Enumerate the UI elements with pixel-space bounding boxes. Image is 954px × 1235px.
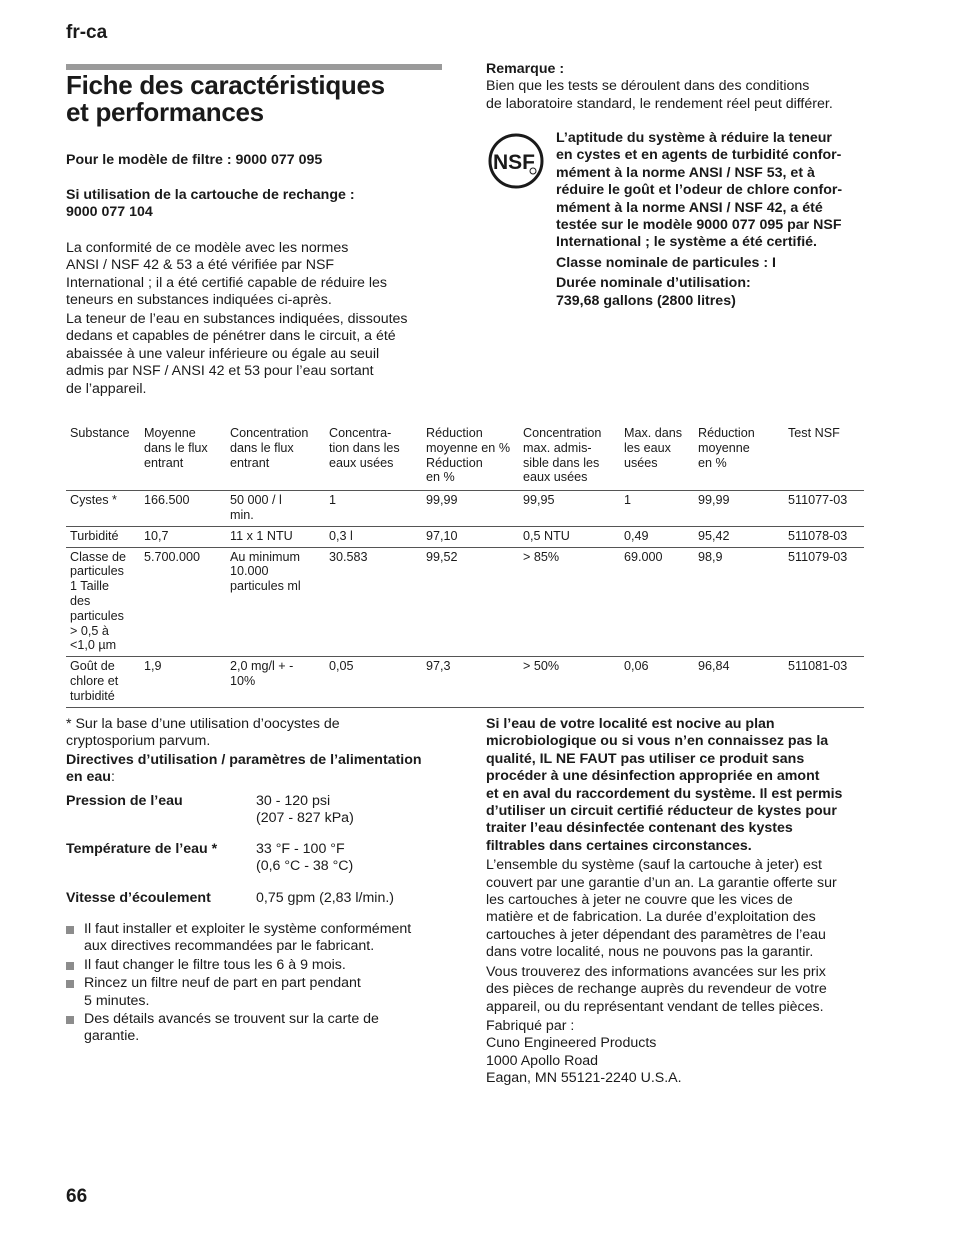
cell-line: Goût de <box>70 659 115 674</box>
footnote <box>66 716 446 751</box>
text-line: mément à la norme ANSI / NSF 42, a été <box>556 199 823 216</box>
cell-line: 5.700.000 <box>144 549 201 564</box>
text-line: International ; il a été certifié capable de réduire les <box>66 274 387 291</box>
text-line: 0,75 gpm (2,83 l/min.) <box>256 890 394 906</box>
text-line: dedans et capables de pénétrer dans le circuit, a été <box>66 328 396 345</box>
table-cell <box>519 547 620 657</box>
filter-model-label: Pour le modèle de filtre : 9000 077 095 <box>66 152 323 168</box>
text-line: procéder à une désinfection appropriée en amont <box>486 768 820 785</box>
text-line: Eagan, MN 55121-2240 U.S.A. <box>486 1070 682 1087</box>
cell-line: dans le flux <box>230 440 294 455</box>
table-row <box>66 547 864 657</box>
table-cell <box>422 526 519 547</box>
text-line: ANSI / NSF 42 & 53 a été vérifiée par NSF <box>66 257 335 274</box>
cell-line: <1,0 µm <box>70 638 117 653</box>
list-item <box>66 921 446 956</box>
text-line: cryptosporium parvum. <box>66 733 211 750</box>
cell-line: 1,9 <box>144 659 162 674</box>
table-header-row <box>66 424 864 491</box>
cell-line: 96,84 <box>698 659 730 674</box>
text-line: (0,6 °C - 38 °C) <box>256 858 354 875</box>
cell-line: 511078-03 <box>788 528 848 543</box>
table-cell <box>66 657 140 707</box>
cell-line: Réduction <box>698 426 755 440</box>
text-line: mément à la norme ANSI / NSF 53, et à <box>556 164 815 181</box>
bullet-square-icon <box>66 962 74 970</box>
warranty-paragraph <box>486 857 866 961</box>
bullet-square-icon <box>66 1016 74 1024</box>
nsf-logo-icon <box>488 133 544 189</box>
table-cell <box>784 491 864 527</box>
nsf-certification: L’aptitude du système à réduire la teneur en cystes et en agents de turbidité confor- mément à la norme ANSI / NSF 53, et à réduire le goût et l’odeur de chlore confor- mément à la norme ANSI / NSF 42, a été testée sur le modèle 9000 077 095 par NSF International ; le système a été certifié. Classe nominale de particules : I Durée nominale d’utilisation: 739,68 gallons (2800 litres) <box>556 130 866 310</box>
table-cell <box>226 547 325 657</box>
text-line: matière et de fabrication. La durée d’exploitation des <box>486 909 816 926</box>
cell-line: 2,0 mg/l + - <box>230 659 294 674</box>
table-cell <box>140 491 226 527</box>
list-item <box>66 975 446 1010</box>
text-line: L’aptitude du système à réduire la teneur <box>556 130 832 146</box>
cell-line: aux directives recommandées par le fabricant. <box>84 938 375 955</box>
cell-line: Substance <box>70 426 130 440</box>
cell-line: 11 x 1 NTU <box>230 528 293 543</box>
text-line: abaissée à une valeur inférieure ou égale au seuil <box>66 345 380 362</box>
performance-table <box>66 424 864 708</box>
text-line: testée sur le modèle 9000 077 095 par NSF <box>556 217 842 234</box>
text-line: d’utiliser un circuit certifié réducteur de kystes pour <box>486 803 837 820</box>
text-line: (207 - 827 kPa) <box>256 810 354 827</box>
cell-line: > 0,5 à <box>70 623 109 638</box>
warning-block <box>486 716 866 1088</box>
cell-line: entrant <box>230 455 270 470</box>
table-row <box>66 526 864 547</box>
table-cell <box>325 491 422 527</box>
cell-line: 97,10 <box>426 528 458 543</box>
table-cell <box>694 547 784 657</box>
cell-line: > 50% <box>523 659 560 674</box>
cell-line: 10% <box>230 673 256 688</box>
cell-line: 0,49 <box>624 528 649 543</box>
table-cell <box>422 547 519 657</box>
table-cell <box>620 491 694 527</box>
table-cell <box>694 657 784 707</box>
cell-line: usées <box>624 455 658 470</box>
cell-line: min. <box>230 507 254 522</box>
text-line: teneurs en substances indiquées ci-après. <box>66 292 332 309</box>
column-header <box>140 424 226 491</box>
table-cell <box>66 547 140 657</box>
usage-bullets <box>66 921 446 1047</box>
text-line: admis par NSF / ANSI 42 et 53 pour l’eau sortant <box>66 363 374 380</box>
text-line: Bien que les tests se déroulent dans des conditions <box>486 78 810 95</box>
conformity-paragraph <box>66 240 446 310</box>
cell-line: Réduction <box>426 455 483 470</box>
cell-line: Réduction <box>426 426 483 440</box>
table-cell <box>422 657 519 707</box>
column-header <box>620 424 694 491</box>
cell-line: 511079-03 <box>788 549 848 564</box>
cell-line: max. admis- <box>523 440 592 455</box>
cell-line: Test NSF <box>788 426 840 440</box>
cell-line: 1 Taille <box>70 579 109 594</box>
table-cell <box>620 526 694 547</box>
text-line: Fabriqué par : <box>486 1017 575 1034</box>
text-line: L’ensemble du système (sauf la cartouche à jeter) est <box>486 857 822 874</box>
cell-line: 0,5 NTU <box>523 528 570 543</box>
bullet-square-icon <box>66 926 74 934</box>
text-line: de l’appareil. <box>66 380 147 397</box>
table-cell <box>140 526 226 547</box>
cell-line: 99,99 <box>698 493 730 508</box>
cell-line: Des détails avancés se trouvent sur la carte de <box>84 1011 379 1028</box>
table-cell <box>620 547 694 657</box>
text-line: dans votre localité, nous ne pouvons pas la garantir. <box>486 944 814 961</box>
table-cell <box>694 526 784 547</box>
table-cell <box>784 657 864 707</box>
cell-line: Il faut changer le filtre tous les 6 à 9 mois. <box>84 956 346 973</box>
cell-line: en % <box>698 455 727 470</box>
cell-line: 10.000 <box>230 564 269 579</box>
text-line: qualité, IL NE FAUT pas utiliser ce produit sans <box>486 750 805 767</box>
cell-line: 511077-03 <box>788 493 848 508</box>
cell-line: 1 <box>624 493 632 508</box>
cell-line: 98,9 <box>698 549 723 564</box>
svg-text:NSF: NSF <box>493 151 535 174</box>
cell-line: des <box>70 593 91 608</box>
cell-line: Concentration <box>523 426 602 440</box>
text-line: appareil, ou du représentant vendant de telles pièces. <box>486 998 824 1015</box>
cell-line: 99,95 <box>523 493 555 508</box>
cell-line: Turbidité <box>70 528 119 543</box>
text-line: Cuno Engineered Products <box>486 1035 657 1052</box>
rated-duration: Durée nominale d’utilisation: <box>556 275 751 292</box>
cell-line: Au minimum <box>230 549 300 564</box>
table-cell <box>66 491 140 527</box>
table-cell <box>140 657 226 707</box>
cell-line: Max. dans <box>624 426 683 440</box>
text-line: Vous trouverez des informations avancées sur les prix <box>486 963 826 980</box>
text-line: de laboratoire standard, le rendement réel peut différer. <box>486 95 833 112</box>
particle-class: Classe nominale de particules : I <box>556 254 776 271</box>
table-cell <box>226 526 325 547</box>
table-cell <box>422 491 519 527</box>
text-line: International ; le système a été certifié. <box>556 234 817 251</box>
cell-line: Moyenne <box>144 426 196 440</box>
cell-line: 30.583 <box>329 549 368 564</box>
cell-line: 166.500 <box>144 493 190 508</box>
table-cell <box>519 657 620 707</box>
table-cell <box>226 491 325 527</box>
text-line: 33 °F - 100 °F <box>256 841 345 857</box>
page-number: 66 <box>66 1186 88 1207</box>
cell-line: Rincez un filtre neuf de part en part pendant <box>84 975 361 992</box>
cell-line: moyenne en % <box>426 440 511 455</box>
text-line: couvert par une garantie d’un an. La garantie offerte sur <box>486 874 837 891</box>
table-cell <box>519 526 620 547</box>
table-cell <box>784 547 864 657</box>
text-line: filtrables dans certaines circonstances. <box>486 837 752 854</box>
cell-line: 50 000 / l <box>230 493 282 508</box>
list-item <box>66 957 446 974</box>
cell-line: eaux usées <box>523 470 588 485</box>
table-cell <box>694 491 784 527</box>
text-line: microbiologique ou si vous n’en connaissez pas la <box>486 733 829 750</box>
cell-line: eaux usées <box>329 455 394 470</box>
table-cell <box>140 547 226 657</box>
table-row <box>66 491 864 527</box>
cell-line: turbidité <box>70 688 115 703</box>
text-line: des pièces de rechange auprès du revendeur de votre <box>486 981 827 998</box>
cell-line: 10,7 <box>144 528 169 543</box>
table-cell <box>66 526 140 547</box>
table-cell <box>325 657 422 707</box>
list-item <box>66 1011 446 1046</box>
table-cell <box>325 526 422 547</box>
text-line: réduire le goût et l’odeur de chlore confor- <box>556 182 843 199</box>
cell-line: 0,05 <box>329 659 354 674</box>
cell-line: > 85% <box>523 549 560 564</box>
cell-line: 0,3 l <box>329 528 353 543</box>
column-header <box>226 424 325 491</box>
cell-line: Il faut installer et exploiter le système conformément <box>84 921 412 937</box>
text-line: La conformité de ce modèle avec les normes <box>66 240 349 256</box>
cell-line: 5 minutes. <box>84 992 150 1009</box>
cell-line: dans le flux <box>144 440 208 455</box>
cell-line: 69.000 <box>624 549 663 564</box>
language-code: fr-ca <box>66 22 108 43</box>
cell-line: sible dans les <box>523 455 600 470</box>
cell-line: Classe de <box>70 549 127 564</box>
cell-line: garantie. <box>84 1028 140 1045</box>
table-cell <box>519 491 620 527</box>
info-paragraph <box>486 964 866 1016</box>
column-header <box>66 424 140 491</box>
cell-line: Concentration <box>230 426 309 440</box>
content-paragraph <box>66 311 446 398</box>
cell-line: 99,99 <box>426 493 458 508</box>
text-line: 1000 Apollo Road <box>486 1052 599 1069</box>
cell-line: les eaux <box>624 440 671 455</box>
text-line: les cartouches à jeter ne couvre que les vices de <box>486 892 793 909</box>
column-header <box>422 424 519 491</box>
text-line: traiter l’eau désinfectée contenant des kystes <box>486 820 793 837</box>
cell-line: chlore et <box>70 673 119 688</box>
cell-line: 1 <box>329 493 337 508</box>
bullet-square-icon <box>66 980 74 988</box>
column-header <box>694 424 784 491</box>
table-cell <box>784 526 864 547</box>
text-line: et en aval du raccordement du système. Il est permis <box>486 785 843 802</box>
text-line: La teneur de l’eau en substances indiquées, dissoutes <box>66 311 408 327</box>
text-line: cartouches à jeter dépendant des paramètres de l’eau <box>486 926 826 943</box>
table-cell <box>620 657 694 707</box>
table-cell <box>226 657 325 707</box>
column-header <box>784 424 864 491</box>
cell-line: Cystes * <box>70 493 117 508</box>
text-line: Si l’eau de votre localité est nocive au plan <box>486 716 775 732</box>
cell-line: moyenne <box>698 440 750 455</box>
cell-line: entrant <box>144 455 184 470</box>
table-cell <box>325 547 422 657</box>
cell-line: 97,3 <box>426 659 451 674</box>
column-header <box>325 424 422 491</box>
cell-line: Concentra- <box>329 426 392 440</box>
cell-line: en % <box>426 470 455 485</box>
table-row <box>66 657 864 707</box>
column-header <box>519 424 620 491</box>
cell-line: 95,42 <box>698 528 730 543</box>
manufacturer-address <box>486 1018 866 1088</box>
cell-line: tion dans les <box>329 440 400 455</box>
text-line: 30 - 120 psi <box>256 793 331 809</box>
text-line: en cystes et en agents de turbidité confor- <box>556 147 842 164</box>
cell-line: particules <box>70 608 124 623</box>
cell-line: 0,06 <box>624 659 649 674</box>
directives-title: Directives d’utilisation / paramètres de l’alimentation en eau: <box>66 752 422 786</box>
cell-line: particules ml <box>230 579 301 594</box>
cell-line: particules <box>70 564 124 579</box>
cell-line: 99,52 <box>426 549 458 564</box>
text-line: * Sur la base d’une utilisation d’oocystes de <box>66 716 340 732</box>
remark-block: Remarque : Bien que les tests se déroulent dans des conditions de laboratoire standard, le rendement réel peut différer. <box>486 61 866 113</box>
cell-line: 511081-03 <box>788 659 848 674</box>
cartridge-label: Si utilisation de la cartouche de rechange : 9000 077 104 <box>66 187 355 221</box>
page-title: Fiche des caractéristiques et performances <box>66 70 385 127</box>
